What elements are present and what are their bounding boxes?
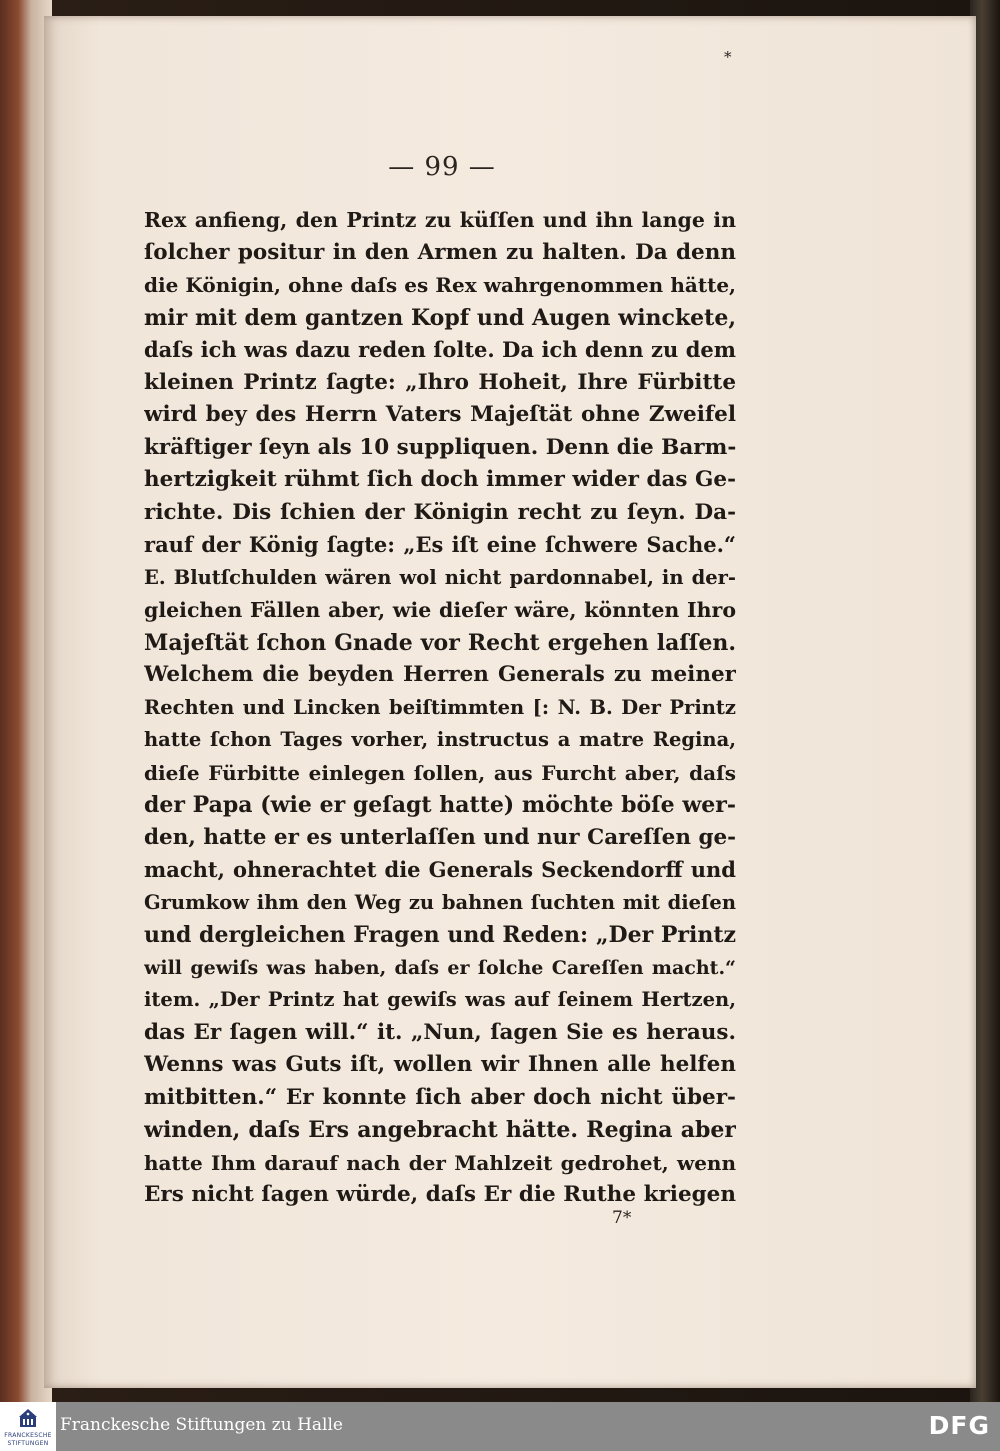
text-line: macht, ohnerachtet die Generals Seckendorff und <box>144 857 736 882</box>
signature-mark: 7* <box>612 1208 632 1228</box>
logo-text-line-1: FRANCKESCHE <box>4 1432 52 1439</box>
text-line: das Er ſagen will.“ it. „Nun, ſagen Sie es heraus. <box>144 1019 736 1045</box>
corner-mark: * <box>724 48 732 66</box>
page-body-text <box>144 204 736 1212</box>
franckesche-logo[interactable] <box>0 1402 56 1451</box>
text-line: ſolcher positur in den Armen zu halten. Da denn <box>144 239 736 265</box>
text-line: kräftiger ſeyn als 10 suppliquen. Denn die Barm- <box>144 434 736 460</box>
text-line: die Königin, ohne daſs es Rex wahrgenommen hätte, <box>144 273 736 297</box>
text-line: hertzigkeit rühmt ſich doch immer wider das Ge- <box>144 467 736 492</box>
text-line: richte. Dis ſchien der Königin recht zu ſeyn. Da- <box>144 499 736 525</box>
text-line: Grumkow ihm den Weg zu bahnen ſuchten mit dieſen <box>144 890 736 914</box>
text-line: Majeſtät ſchon Gnade vor Recht ergehen laſſen. <box>144 629 736 656</box>
text-line: Ers nicht ſagen würde, daſs Er die Ruthe kriegen <box>144 1182 736 1207</box>
logo-text-line-2: STIFTUNGEN <box>7 1440 49 1447</box>
text-line: mir mit dem gantzen Kopf und Augen winckete, <box>144 304 736 331</box>
text-line: E. Blutſchulden wären wol nicht pardonnabel, in der- <box>144 565 736 589</box>
text-line: mitbitten.“ Er konnte ſich aber doch nicht über- <box>144 1084 736 1110</box>
text-line: daſs ich was dazu reden ſolte. Da ich denn zu dem <box>144 337 736 362</box>
text-line: dieſe Fürbitte einlegen ſollen, aus Furcht aber, daſs <box>144 760 736 785</box>
text-line: will gewiſs was haben, daſs er ſolche Careſſen macht.“ <box>144 956 736 979</box>
text-line: Rechten und Lincken beiſtimmten [: N. B. Der Printz <box>144 695 736 719</box>
franckesche-logo-icon <box>19 1408 37 1428</box>
text-line: winden, daſs Ers angebracht hätte. Regina aber <box>144 1117 736 1143</box>
text-line: gleichen Fällen aber, wie dieſer wäre, könnten Ihro <box>144 598 736 622</box>
dfg-logo[interactable]: DFG <box>928 1411 990 1440</box>
text-line: item. „Der Printz hat gewiſs was auf ſeinem Hertzen, <box>144 988 736 1011</box>
text-line: kleinen Printz ſagte: „Ihro Hoheit, Ihre Fürbitte <box>144 369 736 395</box>
text-line: den, hatte er es unterlaſſen und nur Careſſen ge- <box>144 824 736 850</box>
text-line: Rex anfieng, den Printz zu küſſen und ihn lange in <box>144 208 736 232</box>
text-line: hatte Ihm darauf nach der Mahlzeit gedrohet, wenn <box>144 1150 736 1175</box>
institution-name[interactable]: Franckesche Stiftungen zu Halle <box>60 1415 343 1435</box>
text-line: Welchem die beyden Herren Generals zu meiner <box>144 662 736 687</box>
text-line: rauf der König ſagte: „Es iſt eine ſchwere Sache.“ <box>144 532 736 557</box>
page-number: — 99 — <box>388 152 496 182</box>
text-line: und dergleichen Fragen und Reden: „Der Printz <box>144 922 736 948</box>
text-line: wird bey des Herrn Vaters Majeſtät ohne Zweifel <box>144 402 736 427</box>
text-line: hatte ſchon Tages vorher, instructus a matre Regina, <box>144 728 736 751</box>
text-line: der Papa (wie er geſagt hatte) möchte böſe wer- <box>144 792 736 818</box>
text-line: Wenns was Guts iſt, wollen wir Ihnen alle helfen <box>144 1052 736 1077</box>
footer-bar <box>0 1402 1000 1451</box>
